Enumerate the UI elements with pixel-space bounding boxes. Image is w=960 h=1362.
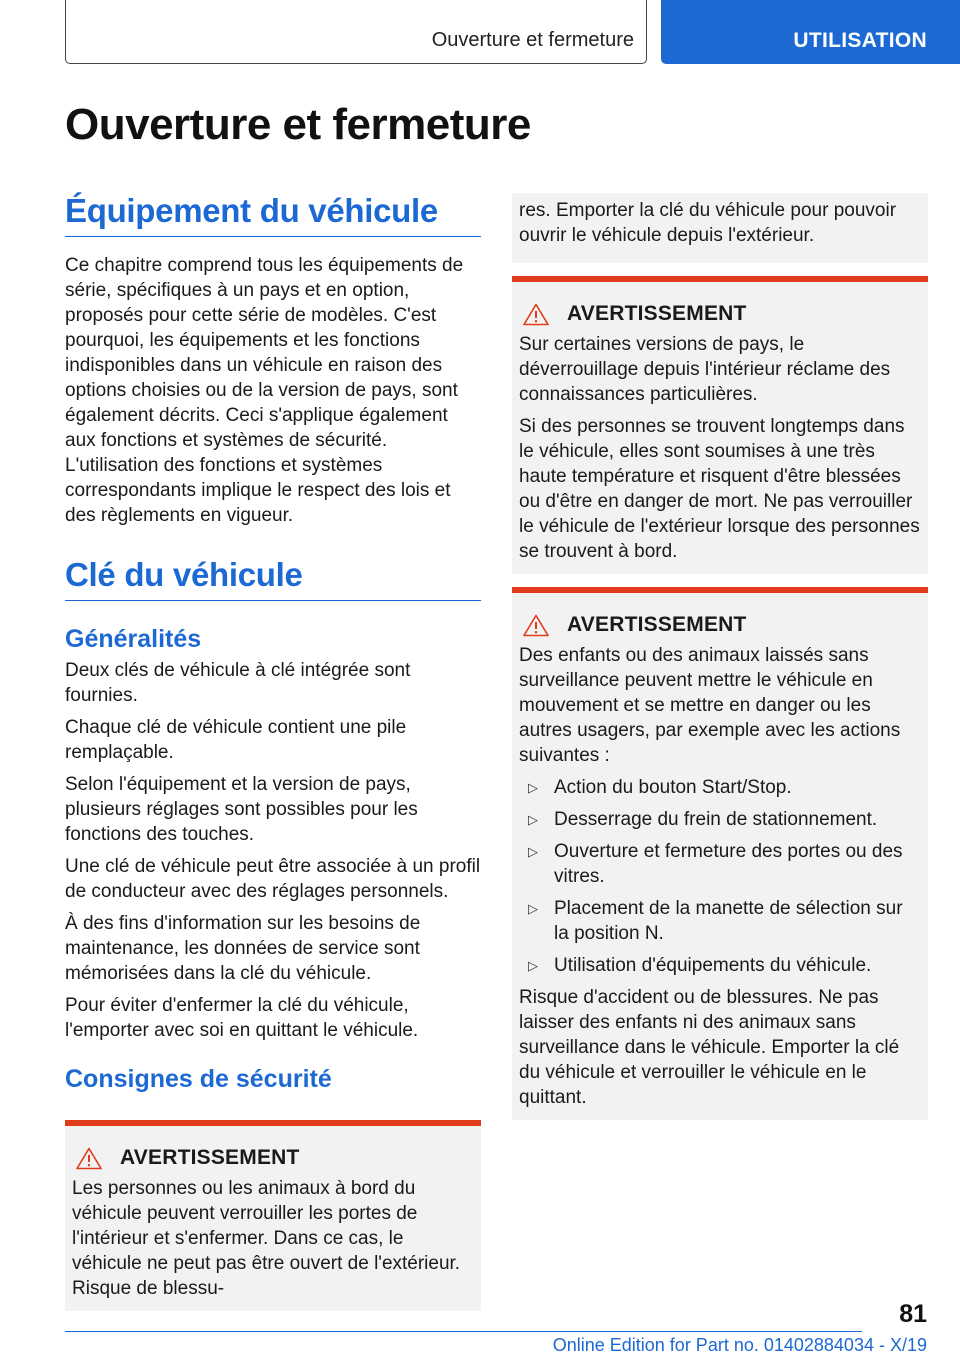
warning-text: Si des personnes se trouvent longtemps dans le véhicule, elles sont soumises à une très haute température et risquent d'être blessées ou d'être en danger de mort. Ne pas verrouiller le véhicule de l'extérieur lorsque des personnes se trouvent à bord.: [519, 416, 920, 562]
warning-triangle-icon: [523, 303, 549, 326]
footer-edition: Online Edition for Part no. 01402884034 - X/19: [552, 1335, 927, 1355]
triangle-bullet-icon: ▷: [528, 844, 538, 859]
warning-box-3: [512, 587, 928, 1120]
subheading-generalites: Généralités: [65, 625, 202, 653]
section-heading-equipement: Équipement du véhicule: [65, 192, 481, 237]
generalites-paragraph: Deux clés de véhicule à clé intégrée sont fournies.: [65, 660, 411, 706]
warning-box-1-continued: [512, 193, 928, 263]
triangle-bullet-icon: ▷: [528, 958, 538, 973]
list-item: ▷ Ouverture et fermeture des portes ou des vitres.: [528, 841, 903, 887]
subheading-consignes: Consignes de sécurité: [65, 1065, 332, 1093]
warning-text: Sur certaines versions de pays, le déverrouillage depuis l'intérieur réclame des connaissances particulières.: [519, 334, 891, 405]
equipement-text: Ce chapitre comprend tous les équipements de série, spécifiques à un pays et en option, proposés pour cette série de modèles. C'est pourquoi, les équipements et les fonctions indisponibles dans un véhicule en raison des options choisies ou de la version de pays, sont également décrits. Ceci s'applique également aux fonctions et systèmes de sécurité. L'utilisation des fonctions et systèmes correspondants implique le respect des lois et des règlements en vigueur.: [65, 255, 464, 526]
triangle-bullet-icon: ▷: [528, 901, 538, 916]
warning-title: [519, 302, 921, 326]
left-column: [65, 188, 481, 1311]
warning-text: Les personnes ou les animaux à bord du véhicule peuvent verrouiller les portes de l'intérieur et s'enfermer. Dans ce cas, le véhicule ne peut pas être ouvert de l'extérieur. Risque de blessu-: [72, 1178, 461, 1299]
warning-title-text: AVERTISSEMENT: [120, 1146, 300, 1169]
list-item: ▷ Action du bouton Start/Stop.: [528, 777, 792, 798]
warning-text: Des enfants ou des animaux laissés sans surveillance peuvent mettre le véhicule en mouvement et se mettre en danger ou les autres usagers, par exemple avec les actions suivantes :: [519, 645, 901, 766]
warning-triangle-icon: [76, 1147, 102, 1170]
footer-divider: [65, 1331, 862, 1332]
list-item: ▷ Utilisation d'équipements du véhicule.: [528, 955, 872, 976]
header-chapter-tab: [65, 0, 647, 64]
generalites-paragraph: À des fins d'information sur les besoins de maintenance, les données de service sont mémorisées dans la clé du véhicule.: [65, 913, 421, 984]
warning-box-1: [65, 1120, 481, 1311]
warning-action-list: [519, 775, 921, 978]
header-chapter-title: Ouverture et fermeture: [431, 29, 634, 51]
warning-title-text: AVERTISSEMENT: [567, 302, 747, 325]
generalites-paragraph: Selon l'équipement et la version de pays, plusieurs réglages sont possibles pour les fonctions des touches.: [65, 774, 418, 845]
list-item: ▷ Desserrage du frein de stationnement.: [528, 809, 878, 830]
warning-text: res. Emporter la clé du véhicule pour pouvoir ouvrir le véhicule depuis l'extérieur.: [519, 200, 897, 246]
list-item: ▷ Placement de la manette de sélection sur la position N.: [528, 898, 903, 944]
generalites-paragraph: Chaque clé de véhicule contient une pile remplaçable.: [65, 717, 407, 763]
warning-triangle-icon: [523, 614, 549, 637]
header-section-label: UTILISATION: [793, 29, 927, 52]
generalites-paragraph: Pour éviter d'enfermer la clé du véhicule, l'emporter avec soi en quittant le véhicule.: [65, 995, 419, 1041]
triangle-bullet-icon: ▷: [528, 812, 538, 827]
page-number: 81: [899, 1300, 927, 1328]
warning-title: [72, 1146, 474, 1170]
page-title: Ouverture et fermeture: [65, 100, 531, 149]
warning-text: Risque d'accident ou de blessures. Ne pas laisser des enfants ni des animaux sans surveillance dans le véhicule. Emporter la clé du véhicule et verrouiller le véhicule en le quittant.: [519, 987, 900, 1108]
warning-title-text: AVERTISSEMENT: [567, 613, 747, 636]
warning-box-2: [512, 276, 928, 574]
generalites-paragraph: Une clé de véhicule peut être associée à un profil de conducteur avec des réglages personnels.: [65, 856, 481, 902]
header-section-tab: [661, 0, 960, 64]
warning-title: [519, 613, 921, 637]
right-column: [512, 193, 928, 1120]
section-heading-cle: Clé du véhicule: [65, 556, 481, 601]
triangle-bullet-icon: ▷: [528, 780, 538, 795]
